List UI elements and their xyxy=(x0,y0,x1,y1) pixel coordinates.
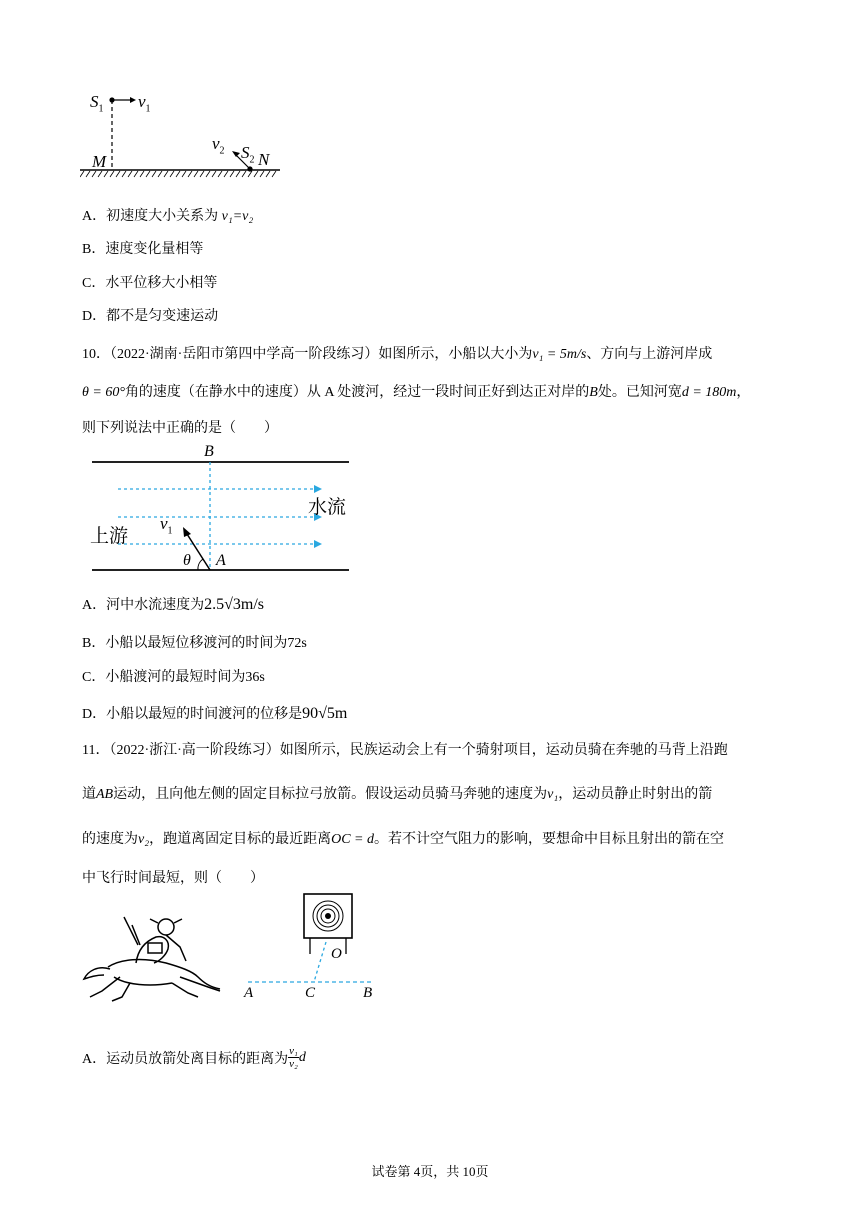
page-footer: 试卷第 4页，共 10页 xyxy=(371,1164,489,1179)
label-n: N xyxy=(258,150,270,169)
q9-option-b[interactable]: B．速度变化量相等 xyxy=(82,242,204,257)
q10-line2: θ = 60°角的速度（在静水中的速度）从 A 处渡河，经过一段时间正好到达正对岸的B处。已知河宽d = 180m， xyxy=(82,385,751,400)
q11-option-a[interactable]: A． 运动员放箭处离目标的距离为 $\frac{\text{v₁}}{\text{v₂}}$ d xyxy=(82,1045,306,1070)
q10-option-d[interactable]: D．小船以最短的时间渡河的位移是90√5m xyxy=(82,705,348,722)
q11-line2: 道AB运动，且向他左侧的固定目标拉弓放箭。假设运动员骑马奔驰的速度为v₁，运动员静止时射出的箭 xyxy=(82,787,713,802)
q11-line1: 11．（2022·浙江·高一阶段练习）如图所示，民族运动会上有一个骑射项目，运动员骑在奔驰的马背上沿跑 xyxy=(82,743,728,758)
q10-line1: 10．（2022·湖南·岳阳市第四中学高一阶段练习）如图所示，小船以大小为v₁ = 5m/s、方向与上游河岸成 xyxy=(82,347,713,362)
river-label-v1: $v_1$ xyxy=(160,514,173,537)
river-label-a: A xyxy=(216,552,226,569)
target-label-c: C xyxy=(305,985,316,1001)
target-label-a: A xyxy=(244,985,254,1001)
target-label-b: B xyxy=(363,985,373,1001)
river-label-upstream: 上游 xyxy=(90,526,129,547)
label-v1: $v_1$ xyxy=(138,92,151,115)
q10-option-a[interactable]: A．河中水流速度为2.5√3m/s xyxy=(82,596,265,613)
figure-q9 xyxy=(80,86,280,186)
label-v2: $v_2$ xyxy=(212,134,225,157)
q11-line3: 的速度为v₂，跑道离固定目标的最近距离OC = d。若不计空气阻力的影响，要想命中目标且射出的箭在空 xyxy=(82,832,724,847)
target-label-o: O xyxy=(331,946,342,962)
q9-option-a[interactable]: A．初速度大小关系为 v₁=v₂ xyxy=(82,209,254,224)
label-s1: $S_1$ xyxy=(90,92,104,115)
q10-line3: 则下列说法中正确的是（ ） xyxy=(82,421,278,436)
q9-option-d[interactable]: D．都不是匀变速运动 xyxy=(82,309,219,324)
river-label-theta: θ xyxy=(183,552,191,569)
q10-option-b[interactable]: B．小船以最短位移渡河的时间为72s xyxy=(82,636,307,651)
label-s2: $S_2$ xyxy=(241,143,255,166)
fraction-v1-v2: $\frac{\text{v₁}}{\text{v₂}}$ xyxy=(289,1045,298,1070)
river-label-b: B xyxy=(204,443,214,460)
q10-option-c[interactable]: C．小船渡河的最短时间为36s xyxy=(82,670,265,685)
horse-rider-illustration xyxy=(80,905,230,1005)
q11-line4: 中飞行时间最短，则（ ） xyxy=(82,871,264,886)
label-m: M xyxy=(92,152,107,171)
river-label-water: 水流 xyxy=(308,497,347,518)
q9-option-c[interactable]: C．水平位移大小相等 xyxy=(82,276,218,291)
